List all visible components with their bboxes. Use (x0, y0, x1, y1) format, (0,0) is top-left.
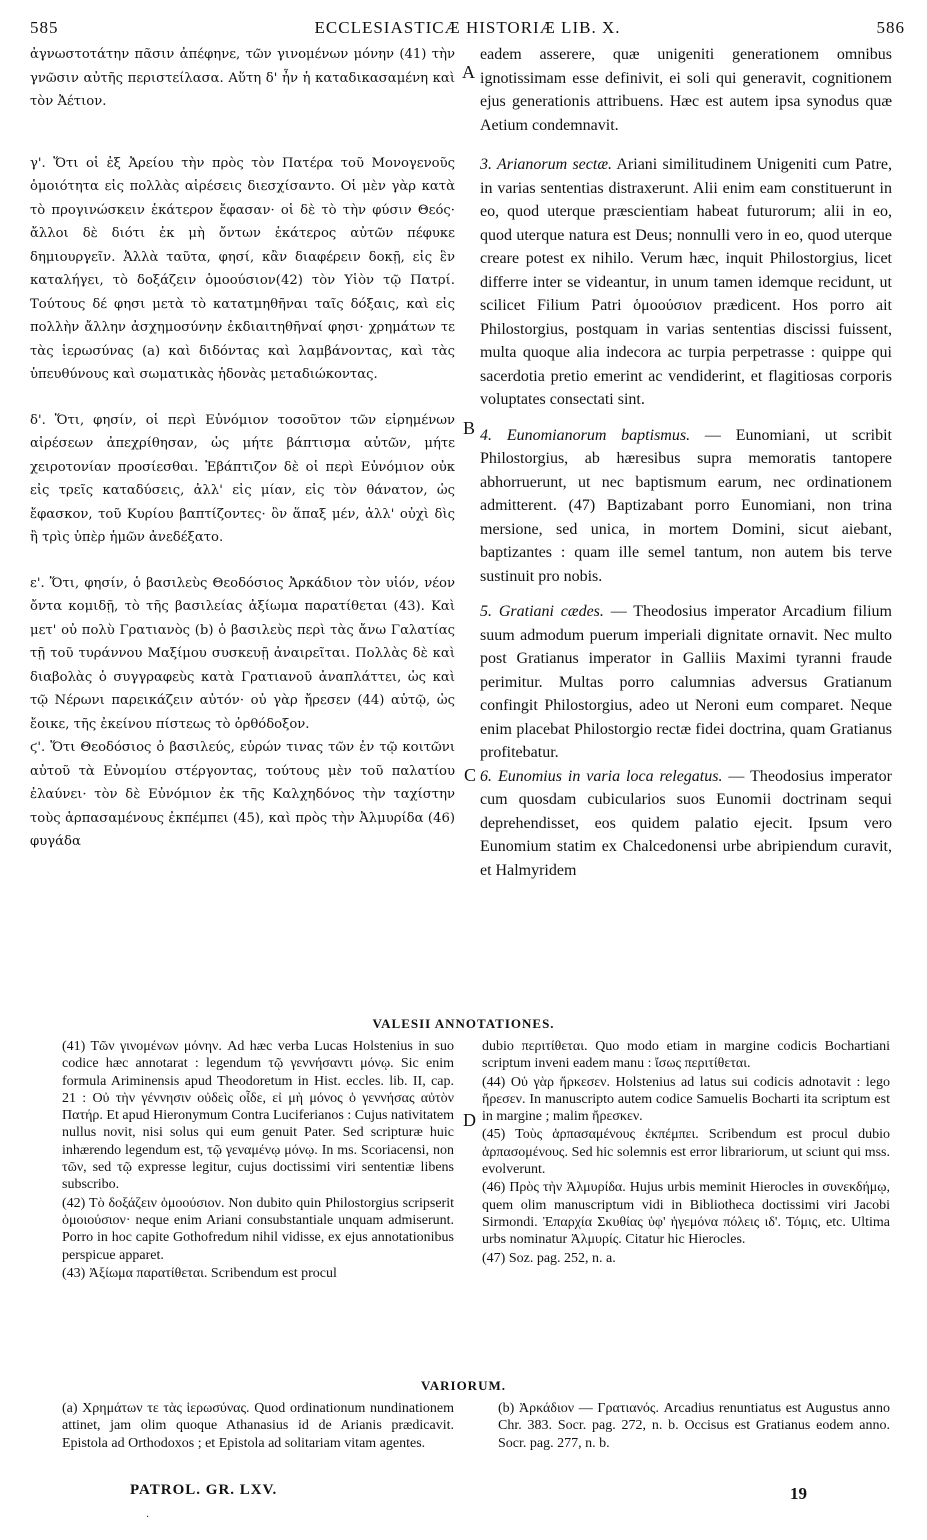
greek-paragraph: γ'. Ὅτι οἱ ἐξ Ἀρείου τὴν πρὸς τὸν Πατέρα τοῦ Μονογενοῦς ὁμοιότητα εἰς πολλὰς αἱρέσεις διεσχίσαντο. Οἱ μὲν γὰρ κατὰ τὸ προγινώσκειν ἑκάτερον ἔφασαν· οἱ δὲ τὸ τὴν φύσιν Θεός· ἄλλοι δὲ διότι ἐκ μὴ ὄντων ἑκάτερος αὐτῶν πέφυκε δημιουργεῖν. Ἀλλὰ ταῦτα, φησί, κἂν διαφέρειν δοκῇ, εἰς ἓν καταλήγει, τὸ δοξάζειν ὁμοούσιον(42) τὸν Υἱὸν τῷ Πατρί. Τούτους δέ φησι μετὰ τὸ κατατμηθῆναι ταῖς δόξαις, καὶ εἰς πολλὴν ἄλλην ἀσχημοσύνην ἐκδιαιτηθῆναί φησι· χρημάτων τε τὰς ἱερωσύνας (a) καὶ διδόντας καὶ λαμβάνοντας, καὶ τὰς ὑπευθύνους καὶ σωματικὰς ἡδονὰς μεταδιώκοντας. (30, 155, 455, 382)
latin-paragraph: 4. Eunomianorum baptismus. — Eunomiani, ut scribit Philostorgius, ab hæresibus supra memoratis tantopere abhorruerunt, ut nec baptismum earum, nec ordinationem admitterent. (47) Baptizabant porro Eunomiani, non trina mersione, sed unica, in mortem Domini, sicut aiebant, baptizantes : quam ille semel tantum, non autem bis terve sustinuit pro nobis. (480, 426, 893, 585)
section-heading: 4. Eunomianorum baptismus. (480, 426, 691, 444)
annotation: (43) Ἀξίωμα παρατίθεται. Scribendum est procul (62, 1265, 337, 1281)
variorum-title: VARIORUM. (421, 1378, 506, 1393)
valesii-title: VALESII ANNOTATIONES. (372, 1016, 555, 1031)
greek-paragraph: ϛ'. Ὅτι Θεοδόσιος ὁ βασιλεύς, εὑρών τινας τῶν ἐν τῷ κοιτῶνι αὐτοῦ τὰ Εὐνομίου στέργοντας, τούτους μὲν τοῦ παλατίου ἐλαύνει· τὸν δὲ Εὐνόμιον ἐκ τῆς Καλχηδόνος τὴν ταχίστην τοὺς ἁρπασαμένους ἐκπέμπει (45), καὶ πρὸς τὴν Ἀλμυρίδα (46) φυγάδα (30, 740, 455, 849)
valesii-right-notes (482, 1038, 890, 1268)
greek-paragraph: ἀγνωστοτάτην πᾶσιν ἀπέφηνε, τῶν γινομένων μόνην (41) τὴν γνῶσιν αὐτῆς περιστείλασα. Αὕτη δ' ἦν ἡ καταδικασαμένη καὶ τὸν Ἀέτιον. (30, 47, 455, 109)
variorum-right-note: (b) Ἀρκάδιον — Γρατιανός. Arcadius renuntiatus est Augustus anno Chr. 383. Socr. pag. 272, n. b. Occisus est Gratianus eodem anno. Socr. pag. 277, n. b. (498, 1401, 890, 1451)
greek-paragraph: ε'. Ὅτι, φησίν, ὁ βασιλεὺς Θεοδόσιος Ἀρκάδιον τὸν υἱόν, νέον ὄντα κομιδῇ, τὸ τῆς βασιλείας ἀξίωμα παρατίθεται (43). Καὶ μετ' οὐ πολὺ Γρατιανὸς (b) ὁ βασιλεὺς περὶ τὰς ἄνω Γαλατίας τῇ τοῦ τυράννου Μαξίμου συσκευῇ ἀναιρεῖται. Πολλὰς δὲ καὶ διαβολὰς ὁ συγγραφεὺς κατὰ Γρατιανοῦ ἀναπλάττει, ὡς καὶ τῷ Νέρωνι παρεικάζειν αὐτόν· οὐ γὰρ ἤρεσεν (44) αὐτῷ, ὡς ἔοικε, τῆς ἐκείνου πίστεως τὸ ὀρθόδοξον. (30, 575, 455, 732)
footer-dot: · (146, 1512, 150, 1523)
greek-column (30, 43, 455, 854)
annotation: (44) Οὐ γὰρ ἤρκεσεν. Holstenius ad latus sui codicis adnotavit : lego ἤρεσεν. In manuscripto autem codice Samuelis Bocharti ita scriptum est in margine ; malim ἤρεσκεν. (482, 1074, 890, 1125)
annotation: (42) Τὸ δοξάζειν ὁμοούσιον. Non dubito quin Philostorgius scripserit ὁμοιούσιον· neque enim Ariani consubstantiale unquam admiserunt. Porro in hoc capite Gothofredum nihil vidisse, ex ejus annotationibus perspicue apparet. (62, 1195, 454, 1263)
running-head (30, 10, 905, 38)
latin-column (480, 43, 892, 882)
valesii-left-notes (62, 1038, 454, 1283)
section-heading: 6. Eunomius in varia loca relegatus. (480, 767, 723, 785)
gathering-number: 19 (790, 1484, 807, 1503)
annotation: (47) Soz. pag. 252, n. a. (482, 1250, 616, 1266)
annotation: dubio περιτίθεται. Quo modo etiam in margine codicis Bochartiani scriptum inveni eadem manu : ἴσως περιτίθεται. (482, 1039, 890, 1072)
margin-marker-c: C (464, 765, 477, 785)
running-title: ECCLESIASTICÆ HISTORIÆ LIB. X. (314, 18, 621, 37)
section-heading: 3. Arianorum sectæ. (480, 156, 612, 173)
section-heading: 5. Gratiani cædes. (480, 603, 604, 620)
signature-mark: PATROL. GR. LXV. (130, 1482, 278, 1498)
variorum-left-note: (a) Χρημάτων τε τὰς ἱερωσύνας. Quod ordinationum nundinationem attinet, jam olim quoque Athanasius id de Arianis prædicavit. Epistola ad Orthodoxos ; et Epistola ad solitariam vitam agentes. (62, 1401, 454, 1451)
annotation: (46) Πρὸς τὴν Ἀλμυρίδα. Hujus urbis meminit Hierocles in συνεκδήμῳ, quem olim manuscriptum vidi in Bibliotheca doctissimi viri Jacobi Sirmondi. Ἐπαρχία Σκυθίας ὑφ' ἡγεμόνα πόλεις ιδ'. Τόμις, etc. Ultima urbs nominatur Ἀλμυρίς. Citatur hic Hierocles. (482, 1180, 890, 1248)
greek-paragraph: δ'. Ὅτι, φησίν, οἱ περὶ Εὐνόμιον τοσοῦτον τῶν εἰρημένων αἱρέσεων ἀπεχρίθησαν, ὡς μήτε βάπτισμα αὐτῶν, μήτε χειροτονίαν προσίεσθαι. Ἐβάπτιζον δὲ οἱ περὶ Εὐνόμιον οὐκ εἰς τρεῖς καταδύσεις, ἀλλ' εἰς μίαν, εἰς τὸν θάνατον, ὡς ἔφασκον, τοῦ Κυρίου βαπτίζοντες· ὃν ἅπαξ μέν, ἀλλ' οὐχὶ δὶς ἢ τρὶς ὑπὲρ ἡμῶν ἀνεδέξατο. (30, 412, 455, 545)
page-number-left: 585 (30, 18, 59, 37)
latin-paragraph: 3. Arianorum sectæ. Ariani similitudinem Unigeniti cum Patre, in varias sententias distraxerunt. Alii enim eam constituerunt in eo, quod uterque præscientiam habeat futurorum; alii in eo, quod uterque natura est Deus; nonnulli vero in eo, quod uterque creare potest ex nihilo. Verum hæc, inquit Philostorgius, licet differre inter se videantur, in unum tamen idemque recidunt, ut scilicet Filium Patri ὁμοούσιον prædicent. Hos porro ait Philostorgius, postquam in varias sententias discissi fuissent, multa quoque alia indecora ac turpia perpetrasse : quippe qui sacerdotia pretio emerint ac vendiderint, et flagitiosas corporis voluptates consectati sint. (480, 156, 893, 408)
annotation: (41) Τῶν γινομένων μόνην. Ad hæc verba Lucas Holstenius in suo codice hæc annotarat : legendum τῷ γεννήσαντι μόνῳ. Sic enim formula Ariminensis apud Theodoretum in Hist. eccles. lib. II, cap. 21 : Οὐ τὴν γέννησιν οὐδεὶς οἶδε, εἰ μὴ μόνος ὁ γεννήσας αὐτὸν Πατήρ. Et apud Hieronymum Contra Luciferianos : Cujus nativitatem nullus novit, nisi solus qui eum genuit Pater. Sed scripturæ huic inhærendo legendum est, τῷ γεναμένῳ μόνῳ. In ms. Scoriacensi, non τῶν, sed τῷ expresse legitur, cujus doctissimi viri sententiæ libens subscribo. (62, 1039, 454, 1193)
page-number-right: 586 (876, 18, 905, 37)
annotation: (45) Τοὺς ἁρπασαμένους ἐκπέμπει. Scribendum est procul dubio ἁρπασομένους. Sed hic solemnis est error librariorum, ut sciunt qui mss. evolverunt. (482, 1127, 890, 1178)
margin-marker-d: D (463, 1110, 476, 1130)
margin-marker-a: A (462, 62, 475, 82)
latin-paragraph: 5. Gratiani cædes. — Theodosius imperator Arcadium filium suum admodum puerum imperiali dignitate ornavit. Nec multo post Gratianus imperator in Galliis Maximi tyranni fraude perimitur. Multas porro calumnias adversus Gratianum confingit Philostorgius, adeo ut Neroni eum comparet. Neque enim placebat Philostorgio rectæ fidei doctrina, quam Gratianus profitebatur. (480, 603, 892, 761)
latin-paragraph: 6. Eunomius in varia loca relegatus. — Theodosius imperator cum quosdam cubicularios suos Eunomii doctrinam sequi deprehendisset, eos quidem palatio ejecit. Ipsum vero Eunomium statim ex Chalcedonensi urbe abripiendum curavit, et Halmyridem (480, 767, 892, 879)
latin-paragraph: eadem asserere, quæ unigeniti generationem omnibus ignotissimam esse definivit, ei soli qui generavit, cognitionem ejus generationis attribuens. Hæc est autem ipsa synodus quæ Aetium condemnavit. (480, 46, 892, 134)
margin-marker-b: B (463, 418, 476, 438)
